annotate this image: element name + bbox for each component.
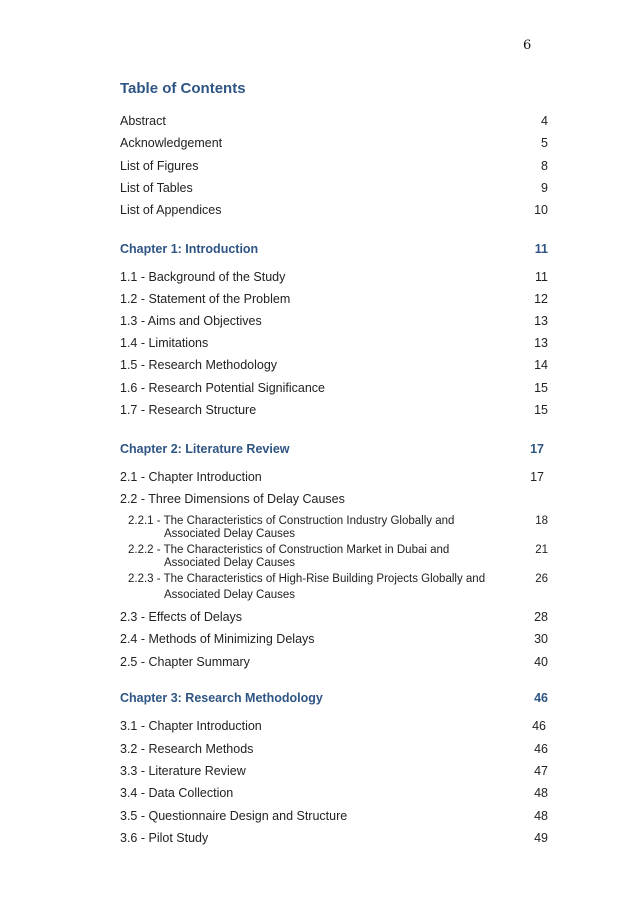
chapter-heading-page: 46 — [534, 691, 548, 705]
toc-entry-label: 1.1 - Background of the Study — [120, 270, 286, 284]
toc-entry-label: List of Figures — [120, 159, 199, 173]
toc-entry-label: List of Tables — [120, 181, 193, 195]
toc-entry-page: 15 — [534, 403, 548, 417]
toc-entry-page: 46 — [532, 719, 546, 733]
toc-entry-page: 40 — [534, 655, 548, 669]
toc-entry-page: 48 — [534, 786, 548, 800]
toc-entry-page: 10 — [534, 203, 548, 217]
page-number: 6 — [523, 38, 532, 53]
toc-sub-entry-label: 2.2.2 - The Characteristics of Construction Market in Dubai and — [128, 544, 450, 556]
toc-entry-page: 14 — [534, 358, 548, 372]
toc-entry-label: List of Appendices — [120, 203, 222, 217]
toc-entry-page: 28 — [534, 610, 548, 624]
toc-entry-label: 1.2 - Statement of the Problem — [120, 292, 291, 306]
toc-entry-page: 12 — [534, 292, 548, 306]
toc-sub-entry-label-continued: Associated Delay Causes — [164, 557, 296, 569]
toc-entry-page: 13 — [534, 314, 548, 328]
toc-entry-label: 1.5 - Research Methodology — [120, 358, 278, 372]
toc-entry-label: 3.1 - Chapter Introduction — [120, 719, 262, 733]
toc-entry-label: Abstract — [120, 114, 166, 128]
toc-entry-label: 2.2 - Three Dimensions of Delay Causes — [120, 492, 345, 506]
toc-entry-page: 9 — [541, 181, 548, 195]
toc-entry-page: 4 — [541, 114, 548, 128]
toc-sub-entry-label: 2.2.3 - The Characteristics of High-Rise Building Projects Globally and — [128, 573, 486, 585]
toc-sub-entry-page: 18 — [535, 515, 548, 527]
toc-entry-label: Acknowledgement — [120, 136, 223, 150]
toc-entry-label: 3.6 - Pilot Study — [120, 831, 209, 845]
toc-entry-label: 3.4 - Data Collection — [120, 786, 234, 800]
toc-entry-label: 1.7 - Research Structure — [120, 403, 257, 417]
toc-sub-entry-label-continued: Associated Delay Causes — [164, 528, 296, 540]
toc-entry-label: 2.4 - Methods of Minimizing Delays — [120, 632, 315, 646]
toc-entry-label: 2.3 - Effects of Delays — [120, 610, 243, 624]
toc-entry-label: 1.6 - Research Potential Significance — [120, 381, 325, 395]
toc-entry-label: 3.5 - Questionnaire Design and Structure — [120, 809, 348, 823]
toc-entry-page: 17 — [530, 470, 544, 484]
toc-entry-page: 5 — [541, 136, 548, 150]
toc-entry-page: 48 — [534, 809, 548, 823]
chapter-heading-page: 11 — [534, 242, 548, 256]
toc-entry-page: 8 — [541, 159, 548, 173]
toc-entry-page: 46 — [534, 742, 548, 756]
toc-entry-label: 1.3 - Aims and Objectives — [120, 314, 262, 328]
toc-sub-entry-label-continued: Associated Delay Causes — [164, 589, 296, 601]
chapter-heading-page: 17 — [530, 442, 544, 456]
toc-sub-entry-page: 26 — [535, 573, 548, 585]
toc-entry-label: 2.1 - Chapter Introduction — [120, 470, 262, 484]
toc-entry-label: 3.2 - Research Methods — [120, 742, 254, 756]
toc-entry-label: 1.4 - Limitations — [120, 336, 209, 350]
toc-entry-page: 15 — [534, 381, 548, 395]
toc-title: Table of Contents — [120, 80, 246, 97]
chapter-heading-label: Chapter 1: Introduction — [120, 242, 259, 256]
toc-entry-page: 47 — [534, 764, 548, 778]
toc-sub-entry-page: 21 — [535, 544, 548, 556]
toc-entry-label: 3.3 - Literature Review — [120, 764, 246, 778]
toc-entry-label: 2.5 - Chapter Summary — [120, 655, 250, 669]
toc-sub-entry-label: 2.2.1 - The Characteristics of Construction Industry Globally and — [128, 515, 455, 527]
chapter-heading-label: Chapter 3: Research Methodology — [120, 691, 323, 705]
toc-entry-page: 13 — [534, 336, 548, 350]
toc-entry-page: 49 — [534, 831, 548, 845]
toc-entry-page: 30 — [534, 632, 548, 646]
chapter-heading-label: Chapter 2: Literature Review — [120, 442, 290, 456]
toc-entry-page: 11 — [535, 270, 548, 284]
